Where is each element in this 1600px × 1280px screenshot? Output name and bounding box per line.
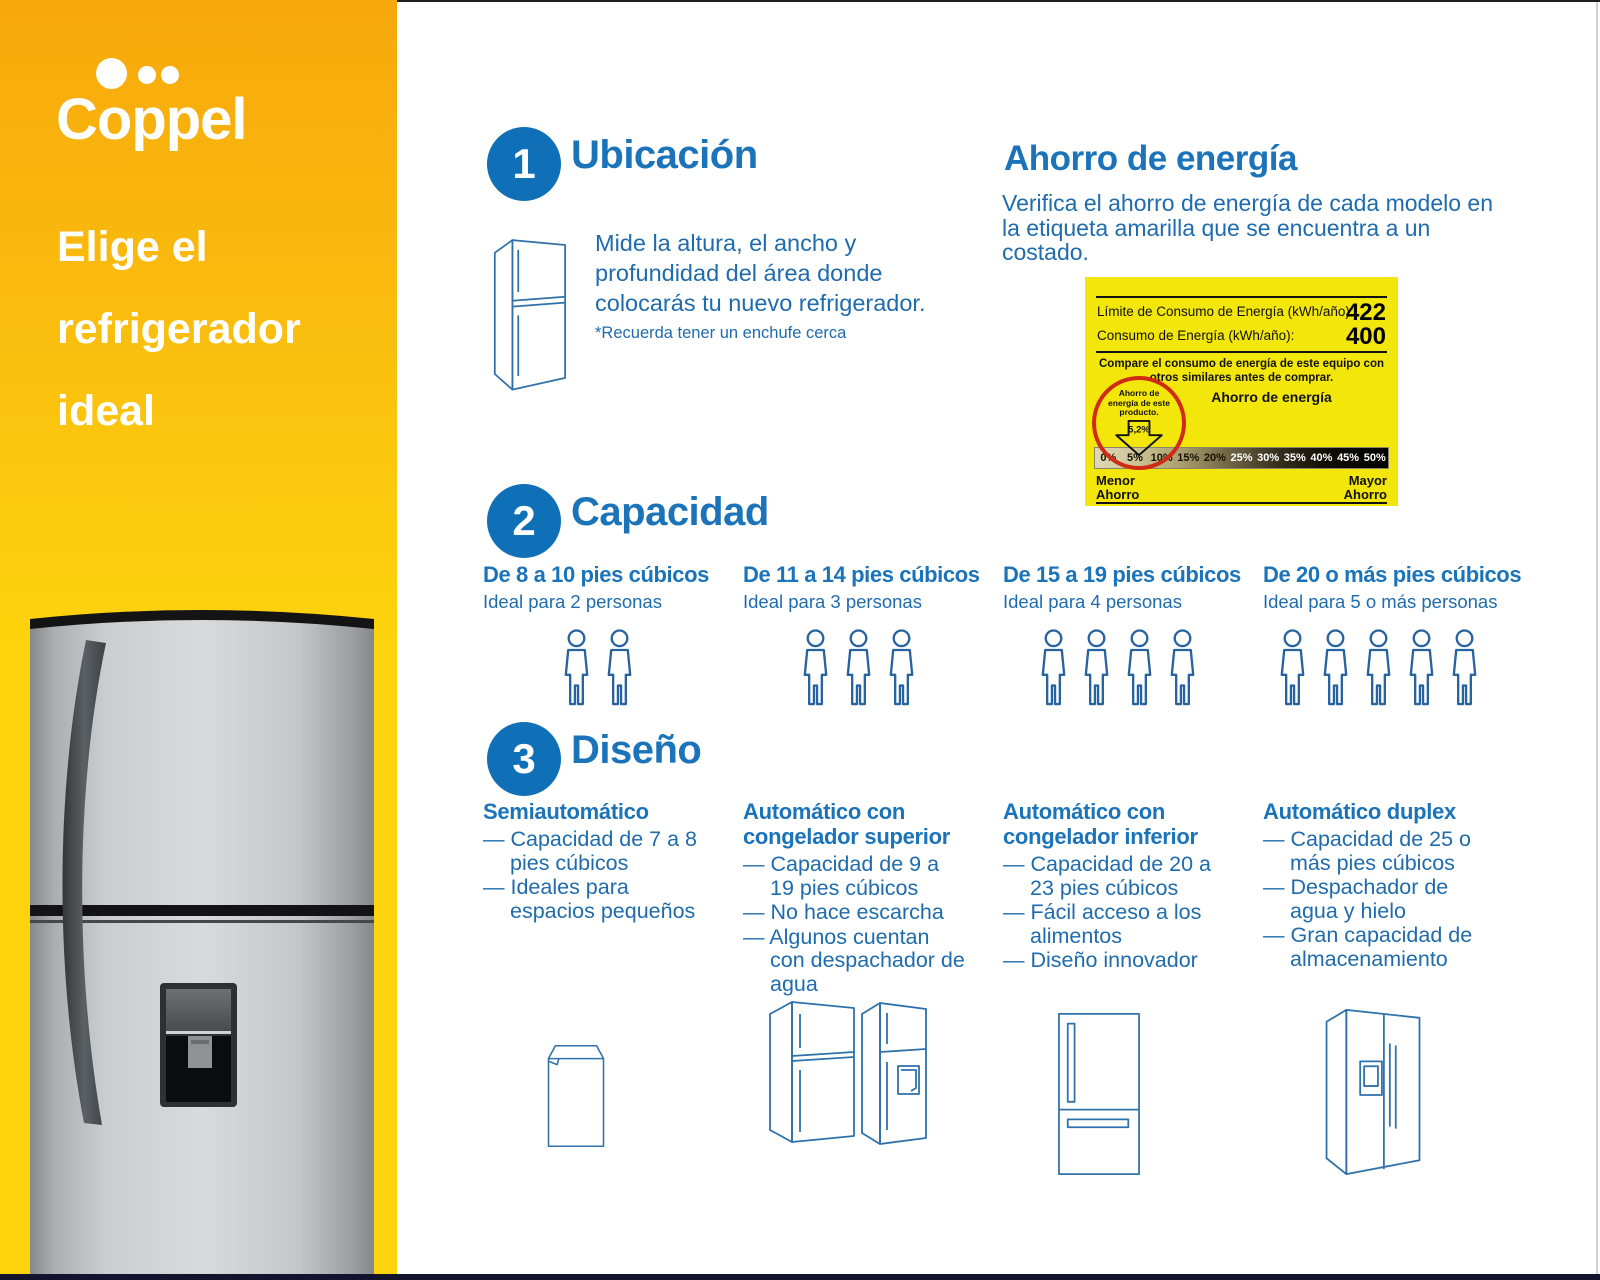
design-feature-list: [1263, 828, 1485, 971]
capacity-column-subtitle: Ideal para 3 personas: [743, 591, 922, 612]
logo-dot-icon: [138, 66, 156, 84]
capacity-column-title: De 20 o más pies cúbicos: [1263, 562, 1522, 587]
person-icon: [558, 629, 595, 707]
ubicacion-note: *Recuerda tener un enchufe cerca: [595, 324, 847, 342]
label-rule: [1096, 296, 1387, 298]
person-icon: [1317, 629, 1354, 707]
scale-tick: 45%: [1337, 452, 1360, 464]
person-icons-row: [1263, 629, 1493, 707]
capacity-columns: [483, 562, 1523, 707]
capacity-column-subtitle: Ideal para 5 o más personas: [1263, 591, 1498, 612]
person-icon: [1078, 629, 1115, 707]
label-rule: [1096, 502, 1387, 504]
design-columns: [483, 799, 1523, 1279]
badge-value: 5,2%: [1128, 423, 1150, 435]
energy-limit-value: 422: [1345, 299, 1386, 326]
capacity-column-title: De 15 a 19 pies cúbicos: [1003, 562, 1241, 587]
bottom-freezer-fridge-icon: [1057, 1010, 1141, 1178]
design-feature: — Despachador de agua y hielo: [1263, 876, 1485, 923]
design-icon-slot: [1322, 1002, 1426, 1180]
capacity-column-title: De 11 a 14 pies cúbicos: [743, 562, 980, 587]
design-feature-list: [1003, 853, 1225, 973]
section-title-diseno: Diseño: [571, 728, 702, 772]
capacity-column: [483, 562, 743, 707]
design-feature: — Algunos cuentan con despachador de agua: [743, 926, 965, 997]
energy-consumption-label: Consumo de Energía (kWh/año):: [1097, 328, 1295, 343]
tagline-line: ideal: [57, 387, 155, 435]
capacity-column-subtitle: Ideal para 4 personas: [1003, 591, 1182, 612]
badge-text: Ahorro de energía de este producto.: [1108, 388, 1170, 417]
tagline-line: refrigerador: [57, 305, 301, 353]
energy-consumption-value: 400: [1345, 323, 1386, 350]
person-icon: [1164, 629, 1201, 707]
person-icon: [1403, 629, 1440, 707]
section-number-2: 2: [487, 484, 561, 558]
scale-tick: 40%: [1310, 452, 1333, 464]
design-feature: — Capacidad de 20 a 23 pies cúbicos: [1003, 853, 1225, 900]
design-feature-list: [743, 853, 965, 996]
brand-name: Coppel: [56, 87, 247, 152]
scale-tick: 25%: [1230, 452, 1253, 464]
tagline: [57, 206, 387, 452]
energy-compare-text: Compare el consumo de energía de este equipo con otros similares antes de comprar.: [1098, 358, 1384, 384]
scale-tick: 35%: [1283, 452, 1306, 464]
design-feature: — Capacidad de 7 a 8 pies cúbicos: [483, 828, 705, 875]
scale-tick: 15%: [1177, 452, 1200, 464]
scale-tick: 20%: [1203, 452, 1226, 464]
scale-tick: 50%: [1363, 452, 1386, 464]
fridge-3d-outline-icon: [486, 227, 572, 392]
side-by-side-fridge-icon: [1322, 1002, 1426, 1180]
capacity-column-title: De 8 a 10 pies cúbicos: [483, 562, 709, 587]
design-feature: — Ideales para espacios pequeños: [483, 876, 705, 923]
design-column: [483, 799, 705, 1279]
design-column-title: Semiautomático: [483, 799, 649, 824]
design-feature-list: [483, 828, 705, 923]
design-column-title: Automático duplex: [1263, 799, 1456, 824]
single-door-fridge-icon: [540, 1038, 612, 1148]
energy-limit-label: Límite de Consumo de Energía (kWh/año):: [1097, 304, 1354, 319]
ubicacion-body: Mide la altura, el ancho y profundidad del área donde colocarás tu nuevo refrigerador.: [595, 230, 926, 316]
mayor-ahorro-label: Mayor Ahorro: [1343, 473, 1387, 502]
design-column: [1263, 799, 1485, 1279]
top-freezer-fridges-icon: [762, 992, 932, 1152]
design-feature: — No hace escarcha: [743, 901, 965, 925]
person-icon: [1360, 629, 1397, 707]
capacity-column-subtitle: Ideal para 2 personas: [483, 591, 662, 612]
ahorro-title: Ahorro de energía: [1004, 139, 1297, 178]
person-icon: [1446, 629, 1483, 707]
person-icon: [840, 629, 877, 707]
person-icon: [797, 629, 834, 707]
person-icon: [1035, 629, 1072, 707]
section-number-1: 1: [487, 127, 561, 201]
design-column: [743, 799, 965, 1279]
capacity-column: [1003, 562, 1263, 707]
energy-savings-badge: [1092, 376, 1186, 470]
design-column-title: Automático con congelador inferior: [1003, 799, 1198, 849]
scale-tick: 0%: [1100, 452, 1117, 464]
design-column: [1003, 799, 1225, 1279]
scale-tick: 5%: [1127, 452, 1143, 464]
person-icons-row: [743, 629, 973, 707]
sidebar: [0, 0, 397, 1280]
section-title-ubicacion: Ubicación: [571, 133, 758, 177]
down-arrow-icon: [1113, 419, 1165, 457]
section-number-3: 3: [487, 722, 561, 796]
design-feature: — Gran capacidad de almacenamiento: [1263, 924, 1485, 971]
section-title-capacidad: Capacidad: [571, 490, 769, 534]
capacity-column: [1263, 562, 1523, 707]
bottom-border: [0, 1274, 1600, 1280]
design-icon-slot: [762, 992, 932, 1152]
energy-scale-title: Ahorro de energía: [1211, 389, 1332, 405]
top-border: [397, 0, 1600, 2]
design-feature: — Capacidad de 9 a 19 pies cúbicos: [743, 853, 965, 900]
person-icons-row: [483, 629, 713, 707]
design-feature: — Diseño innovador: [1003, 949, 1225, 973]
design-feature: — Fácil acceso a los alimentos: [1003, 901, 1225, 948]
scale-tick: 10%: [1150, 452, 1173, 464]
design-icon-slot: [1057, 1010, 1141, 1178]
design-column-title: Automático con congelador superior: [743, 799, 951, 849]
person-icon: [883, 629, 920, 707]
logo-dot-icon: [96, 58, 127, 89]
label-rule: [1096, 351, 1387, 353]
menor-ahorro-label: Menor Ahorro: [1096, 473, 1140, 502]
refrigerator-photo: [26, 595, 378, 1280]
scale-tick: 30%: [1257, 452, 1280, 464]
person-icons-row: [1003, 629, 1233, 707]
design-feature: — Capacidad de 25 o más pies cúbicos: [1263, 828, 1485, 875]
logo-dot-icon: [161, 66, 179, 84]
capacity-column: [743, 562, 1003, 707]
person-icon: [1274, 629, 1311, 707]
design-icon-slot: [540, 1038, 612, 1148]
coppel-logo: [56, 50, 336, 160]
tagline-line: Elige el: [57, 223, 208, 271]
right-border: [1596, 2, 1598, 1274]
person-icon: [1121, 629, 1158, 707]
energy-label: [1085, 277, 1398, 506]
person-icon: [601, 629, 638, 707]
ahorro-body: Verifica el ahorro de energía de cada modelo en la etiqueta amarilla que se encuentra a un costado.: [1002, 190, 1493, 265]
